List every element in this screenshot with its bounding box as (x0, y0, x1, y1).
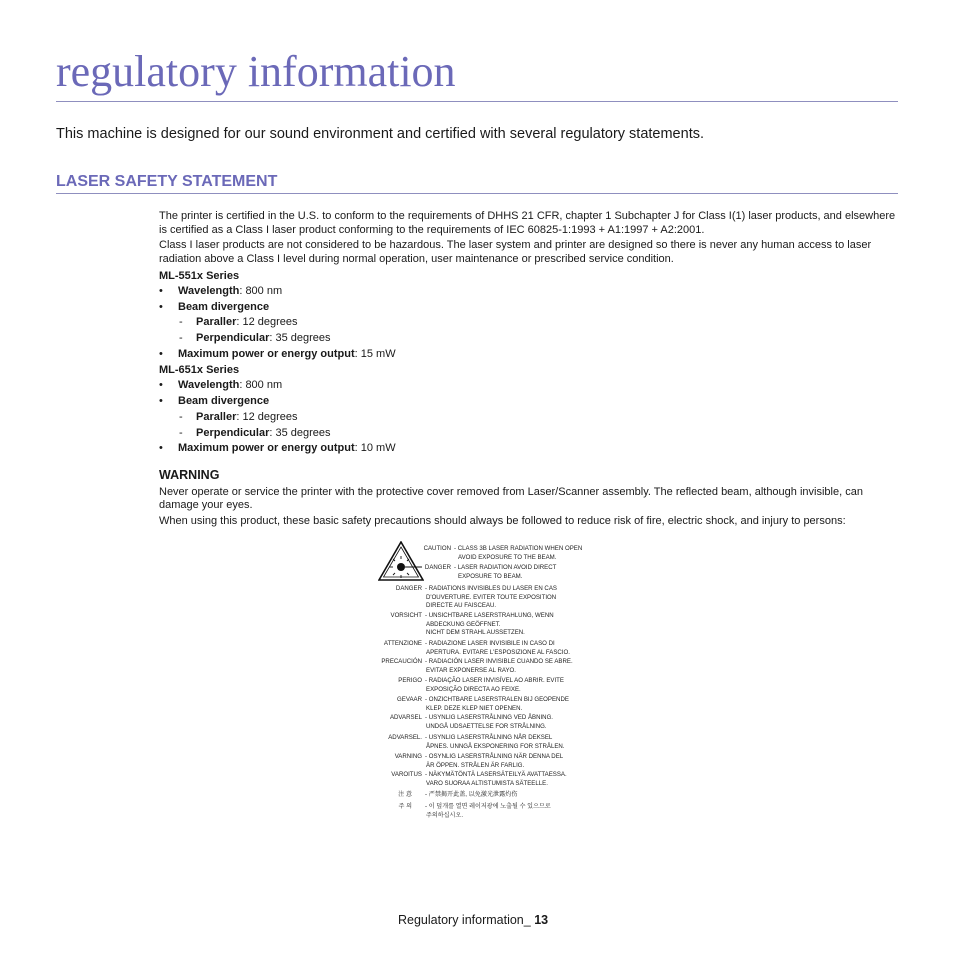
perpendicular-label: Perpendicular (196, 426, 270, 439)
label-lang: CAUTION (423, 545, 451, 552)
label-lang: VARNING (394, 753, 422, 760)
label-line: ÅPNES. UNNGÅ EKSPONERING FOR STRÅLEN. (426, 742, 565, 750)
label-line: - RADIAZIONE LASER INVISIBILE IN CASO DI (425, 640, 555, 647)
sub-list-item (159, 331, 897, 347)
series-block (159, 268, 897, 362)
perpendicular-label: Perpendicular (196, 332, 270, 345)
label-line: - LASER RADIATION AVOID DIRECT (454, 564, 557, 571)
precautions-paragraph: When using this product, these basic safety precautions should always be followed to reduce risk of fire, electric shock, and injury to persons: (159, 514, 846, 527)
hazard-paragraph: Class I laser products are not considered to be hazardous. The laser system and printer are designed so there is never any human access to laser radiation above a Class I level during normal operation, user maintenance or prescribed service condition. (159, 239, 872, 265)
paraller-label: Paraller (196, 410, 237, 423)
title-divider (56, 101, 898, 102)
bullet-marker: • (159, 285, 163, 297)
list-item (159, 300, 897, 316)
label-lang: ADVARSEL (389, 714, 422, 721)
bullet-marker: • (159, 379, 163, 392)
intro-text: This machine is designed for our sound environment and certified with several regulatory statements. (56, 126, 704, 142)
label-lang: ATTENZIONE (383, 640, 422, 647)
section-body (159, 210, 897, 530)
dash-marker: - (179, 332, 183, 345)
sub-list-item (159, 426, 897, 442)
wavelength-value: : 800 nm (239, 379, 283, 392)
wavelength-label: Wavelength (178, 379, 240, 392)
label-lang: GEVAAR (397, 696, 422, 703)
page-number: 13 (534, 913, 549, 927)
label-line: - USYNLIG LASERSTRÅLNING VED ÅBNING. (425, 714, 553, 721)
label-line: - NÄKYMÄTÖNTÄ LASERSÄTEILYÄ AVATTAESSA. (425, 771, 567, 778)
perpendicular-value: : 35 degrees (269, 426, 331, 439)
label-line: - OSYNLIG LASERSTRÅLNING NÄR DENNA DEL (425, 753, 564, 760)
divergence-label: Beam divergence (178, 395, 270, 408)
divergence-label: Beam divergence (178, 300, 270, 313)
label-line: APERTURA. EVITARE L'ESPOSIZIONE AL FASCIO. (426, 648, 570, 656)
section-divider (56, 193, 898, 194)
dash-marker: - (179, 426, 183, 439)
certification-paragraph: The printer is certified in the U.S. to conform to the requirements of DHHS 21 CFR, chapter 1 Subchapter J for Class I(1) laser products, and elsewhere is certified as a Class I laser product conforming to the requirements of IEC 60825-1:1993 + A1:1997 + A2:2001. (159, 210, 896, 236)
label-line: 주의하십시오. (426, 811, 464, 819)
list-item (159, 284, 897, 300)
power-value: : 10 mW (354, 442, 396, 455)
wavelength-value: : 800 nm (239, 285, 283, 297)
paraller-value: : 12 degrees (236, 316, 298, 329)
label-line: EXPOSIÇÃO DIRECTA AO FEIXE. (426, 685, 521, 693)
power-label: Maximum power or energy output (178, 347, 355, 360)
bullet-marker: • (159, 442, 163, 455)
list-item (159, 441, 897, 457)
list-item (159, 378, 897, 394)
dash-marker: - (179, 410, 183, 423)
label-line: D'OUVERTURE. EVITER TOUTE EXPOSITION (426, 593, 557, 601)
label-line: EXPOSURE TO BEAM. (458, 572, 523, 580)
section-heading: LASER SAFETY STATEMENT (56, 173, 278, 190)
page-footer (398, 913, 548, 927)
label-line: EVITAR EXPONERSE AL RAYO. (426, 666, 516, 674)
label-lang: VORSICHT (390, 612, 422, 619)
label-lang: PRECAUCIÓN (381, 658, 422, 665)
label-lang: DANGER (424, 564, 451, 571)
label-line: - USYNLIG LASERSTRÅLNING NÅR DEKSEL (425, 734, 553, 741)
footer-label: Regulatory information_ (398, 913, 535, 927)
label-line: - 严禁揭开此盖, 以免激光泄露灼伤 (425, 791, 518, 798)
label-lang: DANGER (395, 585, 422, 592)
label-line: - ONZICHTBARE LASERSTRALEN BIJ GEOPENDE (425, 696, 569, 703)
label-line: VARO SUORAA ALTISTUMISTA SÄTEELLE. (426, 779, 548, 787)
list-item (159, 394, 897, 410)
label-line: - UNSICHTBARE LASERSTRAHLUNG, WENN (425, 612, 554, 619)
series-name: ML-651x Series (159, 364, 240, 377)
perpendicular-value: : 35 degrees (269, 332, 331, 345)
wavelength-label: Wavelength (178, 285, 240, 297)
label-lang: ADVARSEL. (388, 734, 422, 741)
label-lang: VAROITUS (391, 771, 422, 778)
paraller-label: Paraller (196, 316, 237, 329)
label-line: DIRECTE AU FAISCEAU. (426, 602, 497, 610)
bullet-marker: • (159, 395, 163, 408)
series-name: ML-551x Series (159, 270, 240, 282)
sub-list-item (159, 315, 897, 331)
paraller-value: : 12 degrees (236, 410, 298, 423)
label-lang: 주 의 (398, 803, 412, 810)
label-line: ABDECKUNG GEÖFFNET. (426, 620, 501, 628)
label-line: - 이 덮개를 열면 레이저광에 노출될 수 있으므로 (425, 803, 551, 810)
label-line: UNDGÅ UDSAETTELSE FOR STRÅLNING. (426, 722, 547, 730)
dash-marker: - (179, 316, 183, 329)
label-line: KLEP. DEZE KLEP NIET OPENEN. (426, 704, 523, 712)
label-line: - RADIATIONS INVISIBLES DU LASER EN CAS (425, 585, 557, 592)
warning-heading: WARNING (159, 467, 220, 482)
power-value: : 15 mW (354, 347, 396, 360)
label-lang: PERIGO (398, 677, 422, 684)
warning-paragraph: Never operate or service the printer with the protective cover removed from Laser/Scanner assembly. The reflected beam, although invisible, can damage your eyes. (159, 485, 863, 512)
label-line: AVOID EXPOSURE TO THE BEAM. (458, 553, 557, 561)
label-line: - CLASS 3B LASER RADIATION WHEN OPEN (454, 545, 583, 552)
label-line: - RADIACIÓN LASER INVISIBLE CUANDO SE ABRE. (425, 658, 573, 665)
label-line: - RADIAÇÃO LASER INVISÍVEL AO ABRIR. EVITE (425, 677, 564, 684)
bullet-marker: • (159, 300, 163, 313)
label-line: NICHT DEM STRAHL AUSSETZEN. (426, 629, 525, 637)
laser-warning-label (378, 541, 583, 823)
sub-list-item (159, 410, 897, 426)
list-item (159, 347, 897, 363)
label-lang: 注 意 (398, 791, 412, 798)
label-line: ÄR ÖPPEN. STRÅLEN ÄR FARLIG. (426, 761, 525, 769)
power-label: Maximum power or energy output (178, 442, 355, 455)
series-block (159, 362, 897, 456)
bullet-marker: • (159, 347, 163, 360)
page-title: regulatory information (56, 47, 456, 96)
